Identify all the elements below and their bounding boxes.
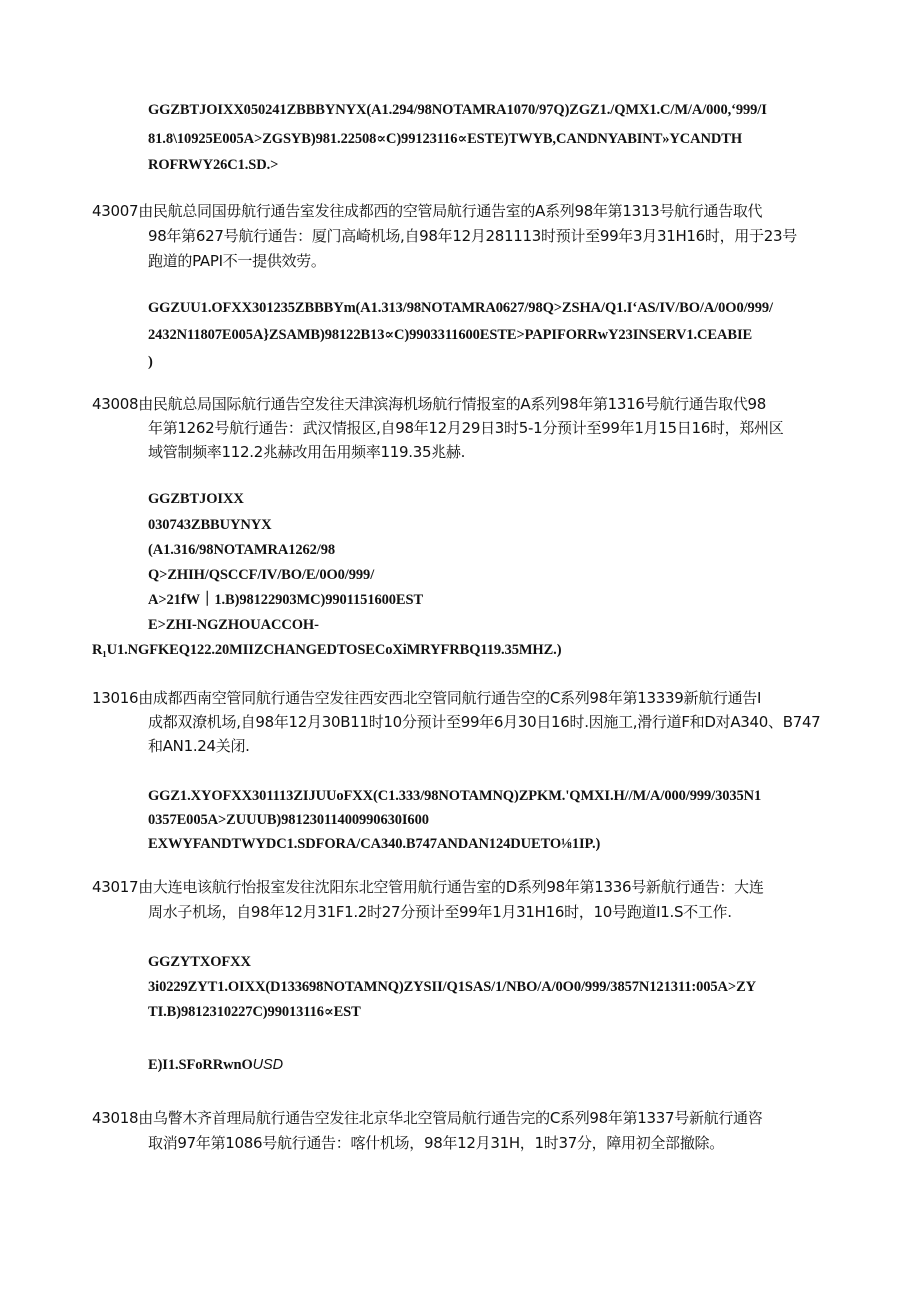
entry-line: 域管制频率112.2兆赫改用缶用频率119.35兆赫. <box>148 443 466 461</box>
notam-line: 2432N11807E005A}ZSAMB)98122B13∝C)9903311600ESTE>PAPIFORRwY23INSERV1.CEABIE <box>148 327 753 343</box>
entry-line: 43017由大连电该航行怡报室发往沈阳东北空管用航行通告室的D系列98年第1336号新航行通告：大连 <box>92 878 764 896</box>
notam-line: R₁U1.NGFKEQ122.20MIIZCHANGEDTOSECoXiMRYFRBQ119.35MHZ.) <box>92 642 562 658</box>
notam-line: TI.B)9812310227C)99013116∝EST <box>148 1004 361 1020</box>
notam-line: 030743ZBBUYNYX <box>148 517 272 533</box>
notam-line: Q>ZHIH/QSCCF/IV/BO/E/0O0/999/ <box>148 567 375 583</box>
notam-line: EXWYFANDTWYDC1.SDFORA/CA340.B747ANDAN124DUETO⅛1IP.) <box>148 836 601 852</box>
notam-line-last <box>148 1058 283 1073</box>
entry-line: 周水子机场，自98年12月31F1.2时27分预计至99年1月31H16时，10号跑道I1.S不工作. <box>148 903 732 921</box>
notam-line: ) <box>148 354 153 370</box>
entry-line: 98年第627号航行通告：厦门高崎机场,自98年12月281113时预计至99年3月31H16时，用于23号 <box>148 227 797 245</box>
entry-line: 43007由民航总同国毋航行通告室发往成都西的空管局航行通告室的A系列98年第1313号航行通告取代 <box>92 202 763 220</box>
notam-line: GGZBTJOIXX050241ZBBBYNYX(A1.294/98NOTAMRA1070/97Q)ZGZ1./QMX1.C/M/A/000,‘999/I <box>148 102 767 118</box>
entry-line: 13016由成都西南空管同航行通告空发往西安西北空管同航行通告空的C系列98年第13339新航行通告I <box>92 689 762 707</box>
notam-line: 3i0229ZYT1.OIXX(D133698NOTAMNQ)ZYSII/Q1SAS/1/NBO/A/0O0/999/3857N121311:005A>ZY <box>148 979 757 995</box>
notam-line: GGZBTJOIXX <box>148 491 244 507</box>
notam-line: GGZUU1.OFXX301235ZBBBYm(A1.313/98NOTAMRA0627/98Q>ZSHA/Q1.I‘AS/IV/BO/A/0O0/999/ <box>148 300 773 316</box>
notam-line: ROFRWY26C1.SD.> <box>148 157 279 173</box>
notam-line: A>21fW｜1.B)98122903MC)9901151600EST <box>148 592 424 608</box>
notam-line: GGZ1.XYOFXX301113ZIJUUoFXX(C1.333/98NOTAMNQ)ZPKM.'QMXI.H//M/A/000/999/3035N1 <box>148 788 762 804</box>
notam-line: (A1.316/98NOTAMRA1262/98 <box>148 542 336 558</box>
entry-line: 取消97年第1086号航行通告：喀什机场，98年12月31H，1时37分，障用初全部撤除。 <box>148 1134 724 1152</box>
notam-line: GGZYTXOFXX <box>148 954 251 970</box>
notam-line-tail: USD <box>252 1057 283 1073</box>
notam-line: 0357E005A>ZUUUB)98123011400990630I600 <box>148 812 429 828</box>
notam-line-text: E)I1.SFoRRwnO <box>148 1057 253 1073</box>
entry-line: 成都双潦机场,自98年12月30B11时10分预计至99年6月30日16时.因施工,滑行道F和D对A340、B747 <box>148 713 821 731</box>
notam-line: 81.8\10925E005A>ZGSYB)981.22508∝C)99123116∝ESTE)TWYB,CANDNYABINT»YCANDTH <box>148 131 743 147</box>
entry-line: 43018由乌瞥木齐首理局航行通告空发往北京华北空管局航行通告完的C系列98年第1337号新航行通咨 <box>92 1109 763 1127</box>
entry-line: 跑道的PAPI不一提供效劳。 <box>148 252 326 270</box>
entry-line: 年第1262号航行通告：武汉情报区,自98年12月29日3时5-1分预计至99年1月15日16时，郑州区 <box>148 419 784 437</box>
entry-line: 43008由民航总局国际航行通告空发往天津滨海机场航行情报室的A系列98年第1316号航行通告取代98 <box>92 395 767 413</box>
entry-line: 和AN1.24关闭. <box>148 737 250 755</box>
notam-line: E>ZHI-NGZHOUACCOH- <box>148 617 319 633</box>
